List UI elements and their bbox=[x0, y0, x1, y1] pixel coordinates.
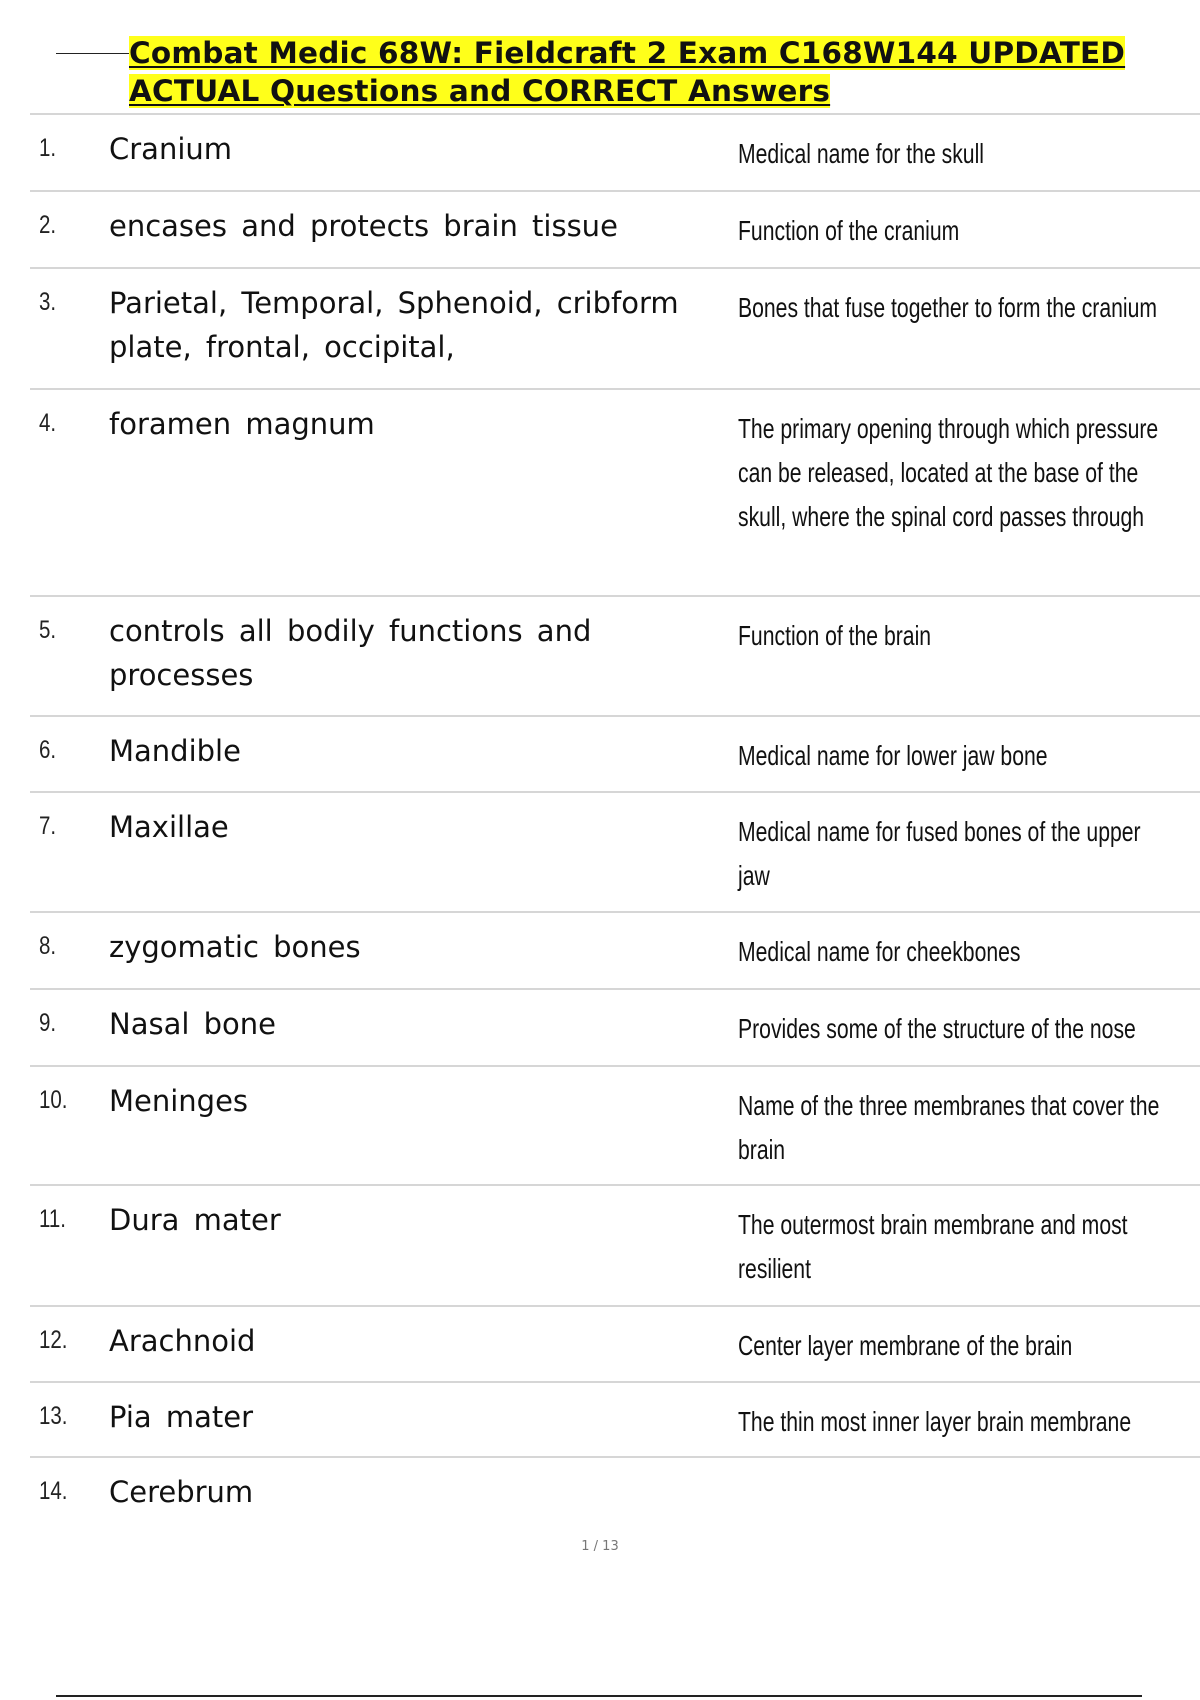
row-term: Cerebrum bbox=[109, 1475, 254, 1509]
row-term: Maxillae bbox=[109, 810, 229, 844]
row-term: controls all bodily functions and processes bbox=[109, 614, 592, 692]
page-title-line-2: ACTUAL Questions and CORRECT Answers bbox=[129, 74, 831, 108]
row-definition: The outermost brain membrane and most resilient bbox=[738, 1209, 1128, 1284]
row-term: encases and protects brain tissue bbox=[109, 209, 618, 243]
row-definition: Medical name for the skull bbox=[738, 138, 984, 169]
table-row bbox=[30, 791, 1200, 911]
page-title bbox=[129, 34, 1139, 110]
row-number: 13. bbox=[39, 1402, 68, 1430]
row-term: zygomatic bones bbox=[109, 930, 361, 964]
row-term: Pia mater bbox=[109, 1400, 254, 1434]
table-row bbox=[30, 1381, 1200, 1456]
row-number: 8. bbox=[39, 932, 57, 960]
table-row bbox=[30, 715, 1200, 791]
row-number: 2. bbox=[39, 211, 57, 239]
row-definition: Function of the brain bbox=[738, 620, 932, 651]
row-term: foramen magnum bbox=[109, 407, 375, 441]
row-number: 6. bbox=[39, 736, 57, 764]
row-number: 3. bbox=[39, 288, 57, 316]
table-row bbox=[30, 1184, 1200, 1305]
title-lead-rule bbox=[56, 53, 129, 54]
row-definition: Bones that fuse together to form the cranium bbox=[738, 292, 1158, 323]
row-definition: Name of the three membranes that cover the brain bbox=[738, 1090, 1160, 1165]
row-definition: Function of the cranium bbox=[738, 215, 960, 246]
row-term: Parietal, Temporal, Sphenoid, cribform plate, frontal, occipital, bbox=[109, 286, 679, 364]
table-row bbox=[30, 1065, 1200, 1184]
table-row bbox=[30, 911, 1200, 988]
row-number: 11. bbox=[39, 1205, 66, 1233]
qa-table bbox=[30, 113, 1200, 1532]
row-number: 5. bbox=[39, 616, 57, 644]
table-row bbox=[30, 113, 1200, 190]
table-row bbox=[30, 595, 1200, 715]
row-definition: Medical name for fused bones of the upper jaw bbox=[738, 816, 1141, 891]
row-number: 14. bbox=[39, 1477, 68, 1505]
row-definition: Provides some of the structure of the nose bbox=[738, 1013, 1136, 1044]
row-definition: Medical name for cheekbones bbox=[738, 936, 1021, 967]
table-row bbox=[30, 1305, 1200, 1381]
row-term: Dura mater bbox=[109, 1203, 281, 1237]
page-indicator: 1 / 13 bbox=[581, 1539, 619, 1554]
row-term: Mandible bbox=[109, 734, 241, 768]
table-row bbox=[30, 267, 1200, 388]
row-term: Meninges bbox=[109, 1084, 249, 1118]
row-definition: The primary opening through which pressure can be released, located at the base of the skull, where the spinal cord passes through bbox=[738, 413, 1159, 532]
row-number: 10. bbox=[39, 1086, 68, 1114]
row-term: Cranium bbox=[109, 132, 233, 166]
row-number: 1. bbox=[39, 134, 57, 162]
table-row bbox=[30, 1456, 1200, 1532]
footer-rule bbox=[56, 1695, 1142, 1697]
row-definition: Center layer membrane of the brain bbox=[738, 1330, 1073, 1361]
row-number: 4. bbox=[39, 409, 57, 437]
row-definition: The thin most inner layer brain membrane bbox=[738, 1406, 1132, 1437]
row-term: Arachnoid bbox=[109, 1324, 256, 1358]
row-definition: Medical name for lower jaw bone bbox=[738, 740, 1048, 771]
table-row bbox=[30, 988, 1200, 1065]
row-number: 12. bbox=[39, 1326, 68, 1354]
row-term: Nasal bone bbox=[109, 1007, 276, 1041]
table-row bbox=[30, 388, 1200, 595]
table-row bbox=[30, 190, 1200, 267]
row-number: 9. bbox=[39, 1009, 57, 1037]
row-number: 7. bbox=[39, 812, 57, 840]
page-title-line-1: Combat Medic 68W: Fieldcraft 2 Exam C168W144 UPDATED bbox=[129, 36, 1126, 70]
